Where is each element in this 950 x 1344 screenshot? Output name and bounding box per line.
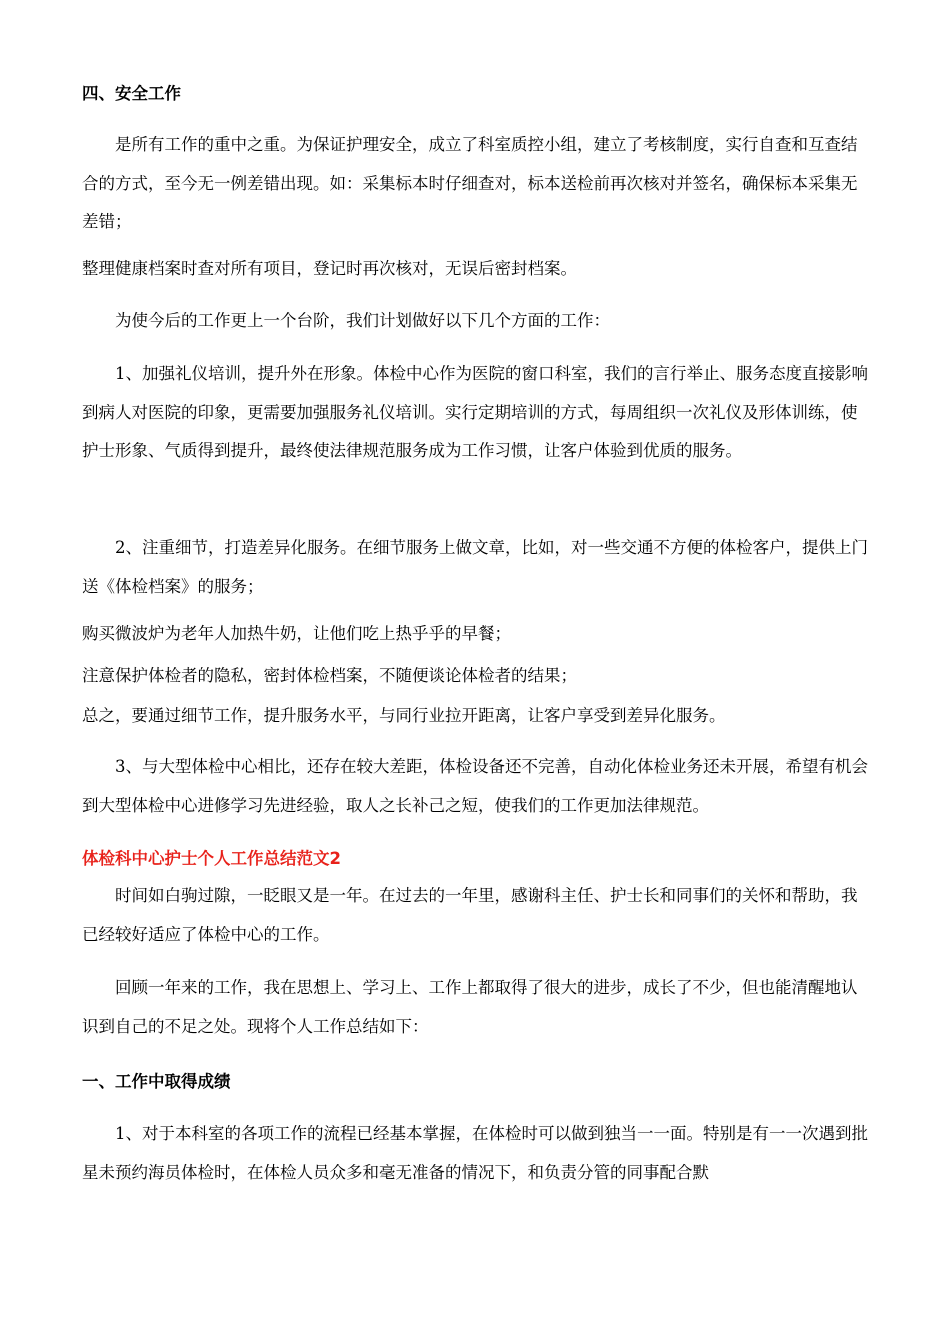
paragraph-safety-2: 整理健康档案时查对所有项目，登记时再次核对，无误后密封档案。 [82,259,577,278]
paragraph-plan-2d: 总之，要通过细节工作，提升服务水平，与同行业拉开距离，让客户享受到差异化服务。 [82,706,726,725]
section-heading-achievements: 一、工作中取得成绩 [82,1072,231,1091]
paragraph-article2-2: 回顾一年来的工作，我在思想上、学习上、工作上都取得了很大的进步，成长了不少，但也能清醒地认识到自己的不足之处。现将个人工作总结如下： [82,978,858,1036]
article-title-2: 体检科中心护士个人工作总结范文2 [82,849,341,868]
paragraph-plan-1: 1、加强礼仪培训，提升外在形象。体检中心作为医院的窗口科室，我们的言行举止、服务态度直接影响到病人对医院的印象，更需要加强服务礼仪培训。实行定期培训的方式，每周组织一次礼仪及形体训练，使护士形象、气质得到提升，最终使法律规范服务成为工作习惯，让客户体验到优质的服务。 [82,364,868,460]
paragraph-plan-2b: 购买微波炉为老年人加热牛奶，让他们吃上热乎乎的早餐； [82,624,511,643]
section-heading-safety: 四、安全工作 [82,84,181,103]
paragraph-plan-2a: 2、注重细节，打造差异化服务。在细节服务上做文章，比如，对一些交通不方便的体检客户，提供上门送《体检档案》的服务； [82,538,868,596]
paragraph-plan-intro: 为使今后的工作更上一个台阶，我们计划做好以下几个方面的工作： [115,311,610,330]
paragraph-safety-1: 是所有工作的重中之重。为保证护理安全，成立了科室质控小组，建立了考核制度，实行自查和互查结合的方式，至今无一例差错出现。如：采集标本时仔细查对，标本送检前再次核对并签名，确保标本采集无差错； [82,135,858,231]
paragraph-article2-1: 时间如白驹过隙，一眨眼又是一年。在过去的一年里，感谢科主任、护士长和同事们的关怀和帮助，我已经较好适应了体检中心的工作。 [82,886,858,944]
paragraph-plan-2c: 注意保护体检者的隐私，密封体检档案，不随便谈论体检者的结果； [82,666,577,685]
paragraph-achievement-1: 1、对于本科室的各项工作的流程已经基本掌握，在体检时可以做到独当一一面。特别是有一一次遇到批星未预约海员体检时，在体检人员众多和毫无准备的情况下，和负责分管的同事配合默 [82,1124,868,1182]
paragraph-plan-3: 3、与大型体检中心相比，还存在较大差距，体检设备还不完善，自动化体检业务还未开展，希望有机会到大型体检中心进修学习先进经验，取人之长补己之短，使我们的工作更加法律规范。 [82,757,868,815]
